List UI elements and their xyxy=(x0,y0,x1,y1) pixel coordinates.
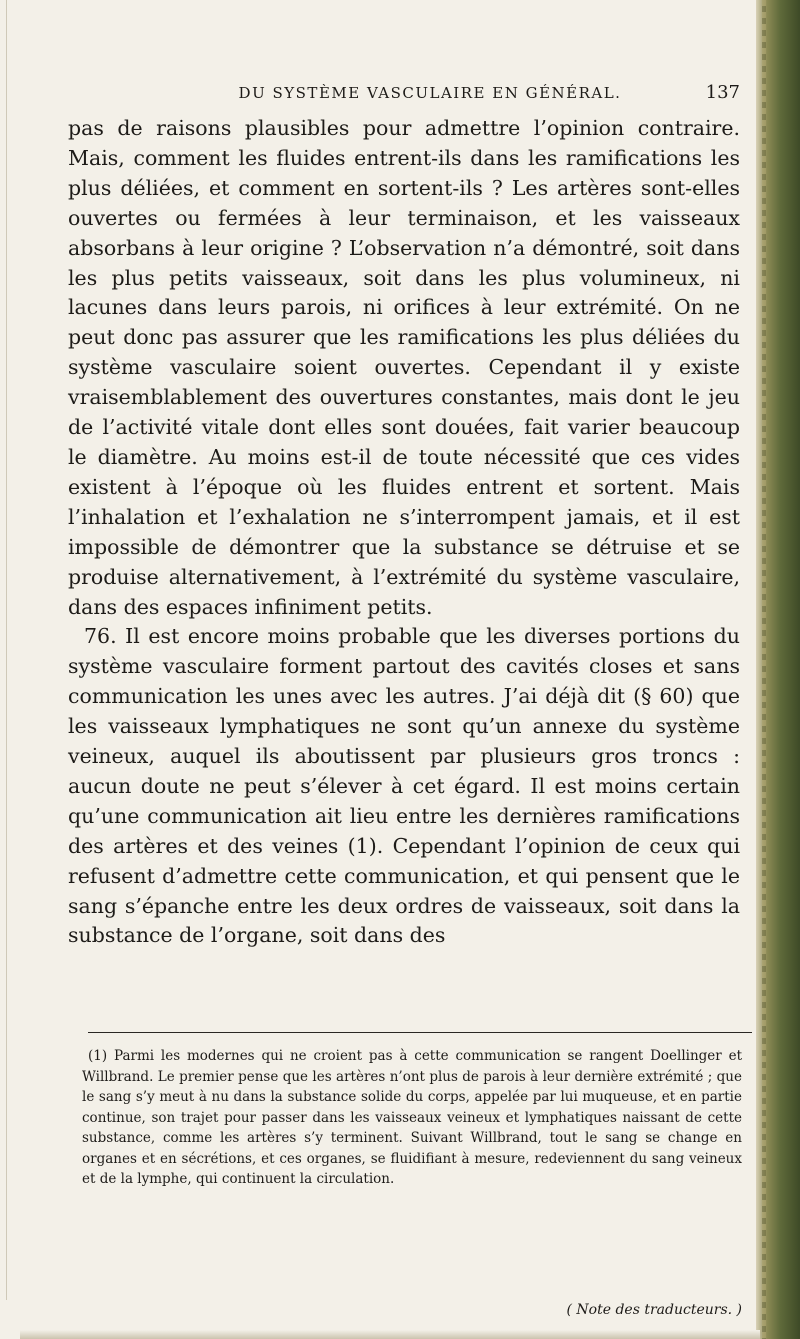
paragraph-continued: pas de raisons plausibles pour admettre l’opinion contraire. Mais, comment les fluides entrent-ils dans les ramifications les plus déliées, et comment en sortent-ils ? Les artères sont-elles ouvertes ou fermées à leur terminaison, et les vaisseaux absorbans à leur origine ? L’observation n’a démontré, soit dans les plus petits vaisseaux, soit dans les plus volumineux, ni lacunes dans leurs parois, ni orifices à leur extrémité. On ne peut donc pas assurer que les ramifications les plus déliées du système vasculaire soient ouvertes. Cependant il y existe vraisemblablement des ouvertures constantes, mais dont le jeu de l’activité vitale dont elles sont douées, fait varier beaucoup le diamètre. Au moins est-il de toute nécessité que ces vides existent à l’époque où les fluides entrent et sortent. Mais l’inhalation et l’exhalation ne s’interrompent jamais, et il est impossible de démontrer que la substance se détruise et se produise alternativement, à l’extrémité du système vasculaire, dans des espaces infiniment petits. xyxy=(68,116,740,619)
footnote-signature: ( Note des traducteurs. ) xyxy=(566,1302,742,1318)
paragraph-76: 76. Il est encore moins probable que les diverses portions du système vasculaire forment partout des cavités closes et sans communication les unes avec les autres. J’ai déjà dit (§ 60) que les vaisseaux lymphatiques ne sont qu’un annexe du système veineux, auquel ils aboutissent par plusieurs gros troncs : aucun doute ne peut s’élever à cet égard. Il est moins certain qu’une communication ait lieu entre les dernières ramifications des artères et des veines (1). Cependant l’opinion de ceux qui refusent d’admettre cette communication, et qui pensent que le sang s’épanche entre les deux ordres de vaisseaux, soit dans la substance de l’organe, soit dans des xyxy=(68,624,740,948)
book-edge xyxy=(756,0,800,1339)
page-header xyxy=(120,84,740,114)
page-bottom-shadow xyxy=(20,1330,760,1339)
running-head: DU SYSTÈME VASCULAIRE EN GÉNÉRAL. xyxy=(238,84,622,102)
page-gutter-line xyxy=(6,0,7,1300)
footnote-rule xyxy=(88,1032,752,1033)
footnote-text: (1) Parmi les modernes qui ne croient pas à cette communication se rangent Doellinger et Willbrand. Le premier pense que les artères n’ont plus de parois à leur dernière extrémité ; que le sang s’y meut à nu dans la substance solide du corps, appelée par lui muqueuse, et en partie continue, son trajet pour passer dans les vaisseaux veineux et lymphatiques naissant de cette substance, comme les artères s’y terminent. Suivant Willbrand, tout le sang se change en organes et en sécrétions, et ces organes, se fluidifiant à mesure, redeviennent du sang veineux et de la lymphe, qui continuent la circulation. xyxy=(82,1048,742,1187)
footnote xyxy=(82,1046,742,1190)
page-number: 137 xyxy=(705,82,740,103)
main-text xyxy=(68,114,740,951)
